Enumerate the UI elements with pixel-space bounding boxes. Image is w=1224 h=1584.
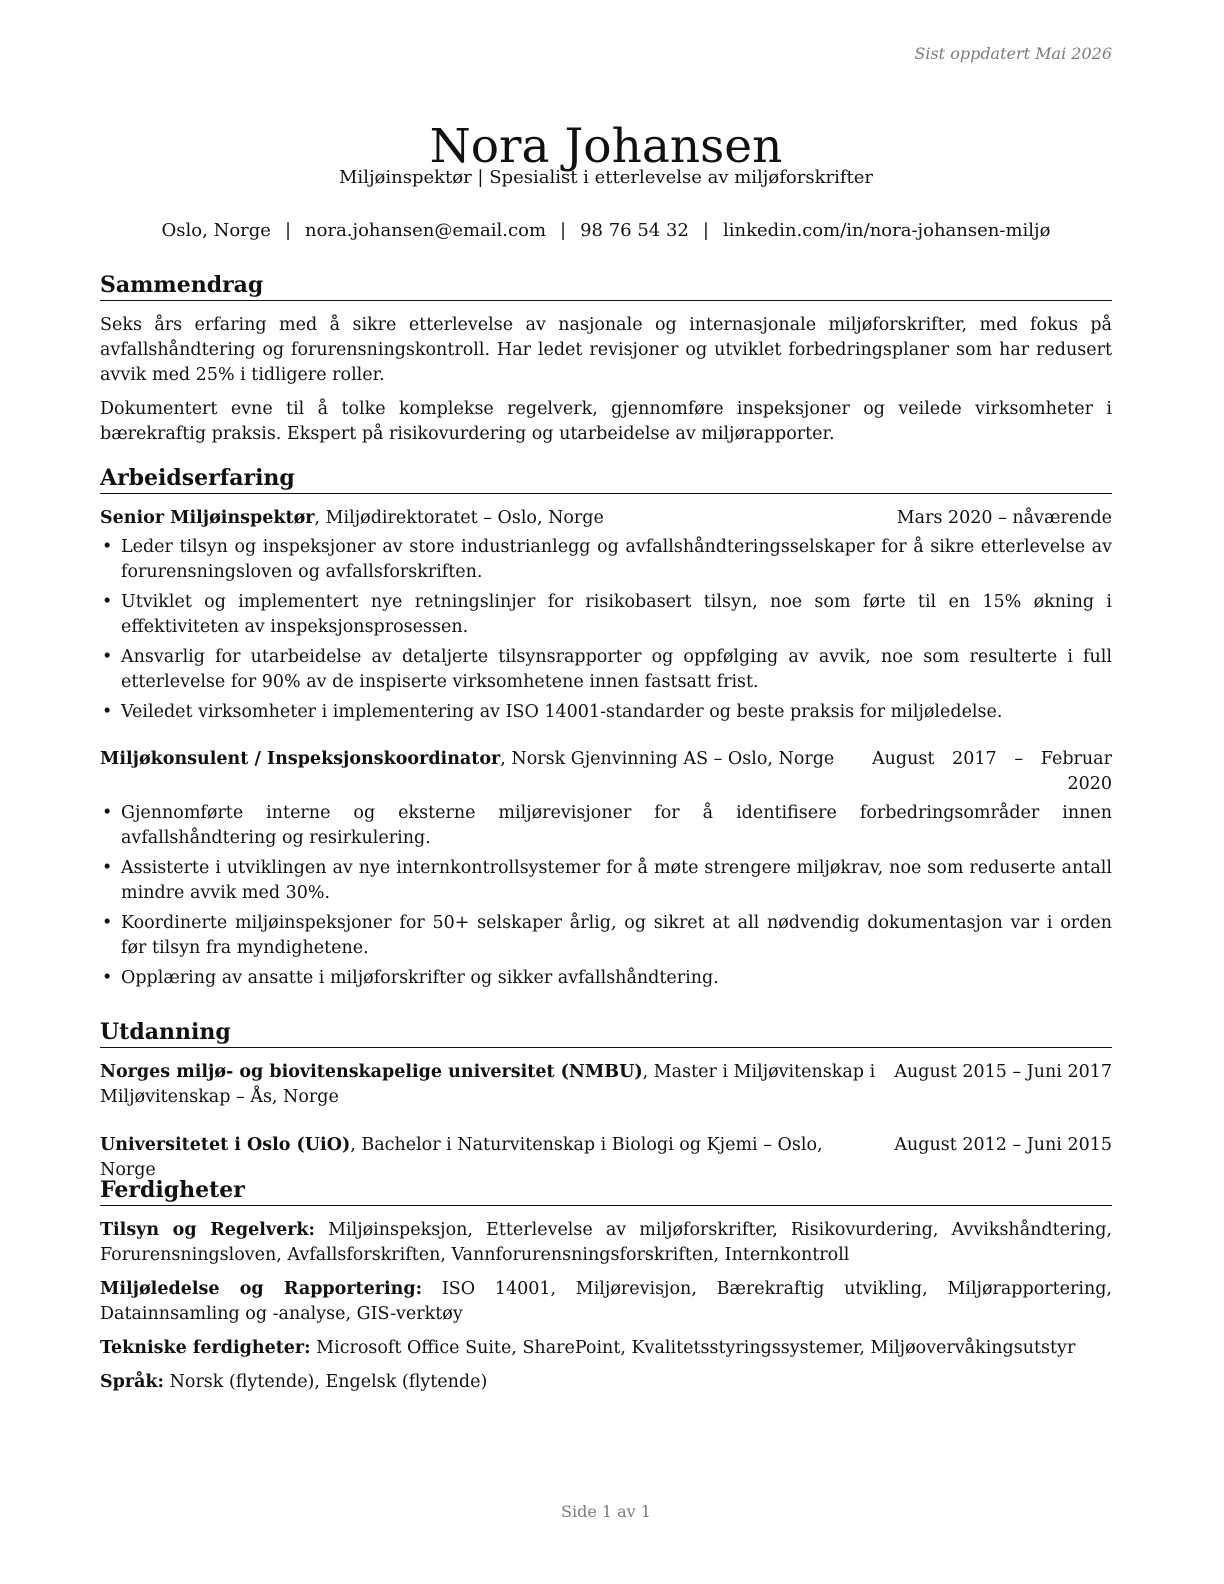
skill-group [100,1370,1112,1395]
skill-group [100,1218,1112,1268]
section-title-skills: Ferdigheter [100,1175,1112,1206]
skill-group-label: Språk: [100,1372,165,1392]
last-updated-note: Sist oppdatert Mai 2026 [914,44,1112,63]
job-entry [100,747,1112,991]
education-detail: , Master i Miljøvitenskap i Miljøvitenskap – Ås, Norge [100,1062,876,1107]
education-dates: August 2015 – Juni 2017 [894,1062,1112,1082]
tagline: Miljøinspektør | Spesialist i etterlevelse av miljøforskrifter [339,167,873,188]
skill-group [100,1277,1112,1327]
job-bullet: • Utviklet og implementert nye retningslinjer for risikobasert tilsyn, noe som førte til en 15% økning i effektiviteten av inspeksjonsprosessen. [100,590,1112,640]
skill-group-text: Microsoft Office Suite, SharePoint, Kvalitetsstyringssystemer, Miljøovervåkingsutstyr [310,1338,1076,1358]
education-entry [100,1060,1112,1110]
job-dates: August 2017 – Februar 2020 [872,749,1112,794]
summary-paragraph: Seks års erfaring med å sikre etterlevelse av nasjonale og internasjonale miljøforskrifter, med fokus på avfallshåndtering og forurensningskontroll. Har ledet revisjoner og utviklet forbedringsplaner som har redusert avvik med 25% i tidligere roller. [100,315,1112,385]
job-dates: Mars 2020 – nåværende [896,508,1112,528]
resume-page [100,0,1112,1584]
summary-section [100,270,1112,456]
job-role: Miljøkonsulent / Inspeksjonskoordinator [100,749,501,769]
job-bullet: • Gjennomførte interne og eksterne miljørevisjoner for å identifisere forbedringsområder innen avfallshåndtering og resirkulering. [100,801,1112,851]
summary-paragraph: Dokumentert evne til å tolke komplekse regelverk, gjennomføre inspeksjoner og veilede virksomheter i bærekraftig praksis. Ekspert på risikovurdering og utarbeidelse av miljørapporter. [100,399,1112,444]
job-bullet: • Koordinerte miljøinspeksjoner for 50+ selskaper årlig, og sikret at all nødvendig dokumentasjon var i orden før tilsyn fra myndighetene. [100,911,1112,961]
job-role: Senior Miljøinspektør [100,508,315,528]
contact-phone: 98 76 54 32 [580,220,689,241]
education-school: Norges miljø- og biovitenskapelige universitet (NMBU) [100,1062,643,1082]
contact-separator: | [284,220,292,241]
job-header [100,506,1112,531]
skill-group-text: ISO 14001, Miljørevisjon, Bærekraftig utvikling, Miljørapportering, Datainnsamling og -analyse, GIS-verktøy [100,1279,1112,1324]
contact-email[interactable]: nora.johansen@email.com [305,220,547,241]
skill-group-text: Norsk (flytende), Engelsk (flytende) [164,1372,488,1392]
skills-section [100,1175,1112,1404]
section-title-summary: Sammendrag [100,270,1112,301]
job-bullet: • Veiledet virksomheter i implementering av ISO 14001-standarder og beste praksis for miljøledelse. [100,700,1112,725]
job-bullet: • Leder tilsyn og inspeksjoner av store industrianlegg og avfallshåndteringsselskaper for å sikre etterlevelse av forurensningsloven og avfallsforskriften. [100,535,1112,585]
job-organization: , Miljødirektoratet – Oslo, Norge [314,508,604,528]
contact-location: Oslo, Norge [161,220,271,241]
skill-group-label: Tilsyn og Regelverk: [100,1220,316,1240]
education-dates: August 2012 – Juni 2015 [894,1135,1112,1155]
job-header [100,747,1112,797]
job-bullet: • Ansvarlig for utarbeidelse av detaljerte tilsynsrapporter og oppfølging av avvik, noe som resulterte i full etterlevelse for 90% av de inspiserte virksomhetene innen fastsatt frist. [100,645,1112,695]
education-detail: , Bachelor i Naturvitenskap i Biologi og Kjemi – Oslo, Norge [100,1135,823,1180]
contact-line [100,220,1112,241]
person-name: Nora Johansen [429,119,783,175]
section-title-education: Utdanning [100,1017,1112,1048]
page-number: Side 1 av 1 [561,1502,651,1521]
job-bullet: • Opplæring av ansatte i miljøforskrifter og sikker avfallshåndtering. [100,966,1112,991]
job-organization: , Norsk Gjenvinning AS – Oslo, Norge [500,749,835,769]
job-bullet: • Assisterte i utviklingen av nye internkontrollsystemer for å møte strengere miljøkrav, noe som reduserte antall mindre avvik med 30%. [100,856,1112,906]
education-school: Universitetet i Oslo (UiO) [100,1135,351,1155]
job-bullets [100,535,1112,725]
job-entry [100,506,1112,725]
job-bullets [100,801,1112,991]
contact-linkedin[interactable]: linkedin.com/in/nora-johansen-miljø [722,220,1051,241]
skill-group [100,1336,1112,1361]
contact-separator: | [702,220,709,241]
skill-group-label: Tekniske ferdigheter: [100,1338,311,1358]
contact-separator: | [560,220,567,241]
education-section [100,1017,1112,1183]
skill-group-label: Miljøledelse og Rapportering: [100,1279,423,1299]
section-title-experience: Arbeidserfaring [100,463,1112,494]
experience-section [100,463,1112,996]
skill-group-text: Miljøinspeksjon, Etterlevelse av miljøforskrifter, Risikovurdering, Avvikshåndtering, Forurensningsloven, Avfallsforskriften, Vannforurensningsforskriften, Internkontroll [100,1220,1112,1265]
